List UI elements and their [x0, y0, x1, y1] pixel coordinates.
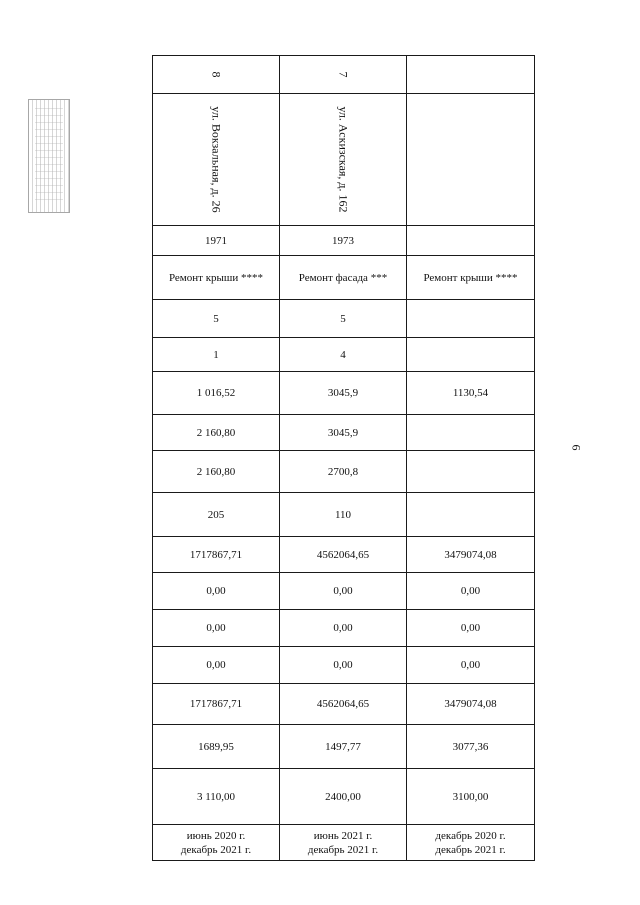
cell	[407, 338, 535, 372]
table-row	[153, 451, 535, 493]
cell: 110	[280, 493, 407, 537]
table-row	[153, 300, 535, 338]
period-start: июнь 2021 г.	[313, 829, 373, 842]
cell	[153, 825, 280, 861]
cell: 1971	[153, 226, 280, 256]
cell: 1717867,71	[153, 684, 280, 725]
cell: 0,00	[153, 573, 280, 610]
cell	[407, 825, 535, 861]
cell	[407, 56, 535, 94]
cell: 1	[153, 338, 280, 372]
cell: 205	[153, 493, 280, 537]
cell: 5	[280, 300, 407, 338]
cell	[407, 415, 535, 451]
cell: 1497,77	[280, 725, 407, 769]
table-row	[153, 573, 535, 610]
cell: 7	[280, 56, 407, 94]
cell: 3479074,08	[407, 684, 535, 725]
cell: 4	[280, 338, 407, 372]
cell: 3045,9	[280, 415, 407, 451]
cell: 5	[153, 300, 280, 338]
approval-stamp	[28, 99, 70, 213]
row-work-type	[153, 256, 535, 300]
table-row	[153, 647, 535, 684]
row-year	[153, 226, 535, 256]
cell: 3 110,00	[153, 769, 280, 825]
period-end: декабрь 2021 г.	[180, 843, 252, 856]
cell: 0,00	[153, 610, 280, 647]
cell: 4562064,65	[280, 684, 407, 725]
table-row	[153, 493, 535, 537]
cell: Ремонт крыши ****	[153, 256, 280, 300]
cell: 0,00	[407, 573, 535, 610]
row-period	[153, 825, 535, 861]
table-row	[153, 372, 535, 415]
cell: Ремонт крыши ****	[407, 256, 535, 300]
cell	[407, 226, 535, 256]
cell: 1717867,71	[153, 537, 280, 573]
cell: 0,00	[280, 573, 407, 610]
cell: 0,00	[280, 647, 407, 684]
cell	[407, 300, 535, 338]
cell: 2700,8	[280, 451, 407, 493]
cell: 8	[153, 56, 280, 94]
period-start: июнь 2020 г.	[186, 829, 246, 842]
cell: 1130,54	[407, 372, 535, 415]
repair-schedule-table	[152, 55, 535, 861]
page-number: 6	[569, 444, 584, 451]
table-row	[153, 725, 535, 769]
cell	[407, 493, 535, 537]
cell: 3100,00	[407, 769, 535, 825]
cell: 2 160,80	[153, 451, 280, 493]
cell: ул. Вокзальная, д. 26	[153, 94, 280, 226]
cell	[407, 94, 535, 226]
cell: 4562064,65	[280, 537, 407, 573]
table-row	[153, 769, 535, 825]
table-row	[153, 415, 535, 451]
cell	[280, 825, 407, 861]
cell	[407, 451, 535, 493]
row-address	[153, 94, 535, 226]
stamp-text-lines	[35, 106, 63, 206]
cell: ул. Аскизская, д. 162	[280, 94, 407, 226]
cell: 1 016,52	[153, 372, 280, 415]
table-row	[153, 610, 535, 647]
cell: 3077,36	[407, 725, 535, 769]
cell: 3479074,08	[407, 537, 535, 573]
period-end: декабрь 2021 г.	[307, 843, 379, 856]
row-number	[153, 56, 535, 94]
period-start: декабрь 2020 г.	[435, 829, 506, 842]
cell: 3045,9	[280, 372, 407, 415]
table-row	[153, 338, 535, 372]
cell: 0,00	[407, 610, 535, 647]
cell: 0,00	[280, 610, 407, 647]
cell: 1689,95	[153, 725, 280, 769]
cell: 0,00	[407, 647, 535, 684]
period-end: декабрь 2021 г.	[435, 843, 506, 856]
cell: 2 160,80	[153, 415, 280, 451]
cell: 1973	[280, 226, 407, 256]
cell: Ремонт фасада ***	[280, 256, 407, 300]
table-row	[153, 537, 535, 573]
table-row	[153, 684, 535, 725]
cell: 2400,00	[280, 769, 407, 825]
cell: 0,00	[153, 647, 280, 684]
